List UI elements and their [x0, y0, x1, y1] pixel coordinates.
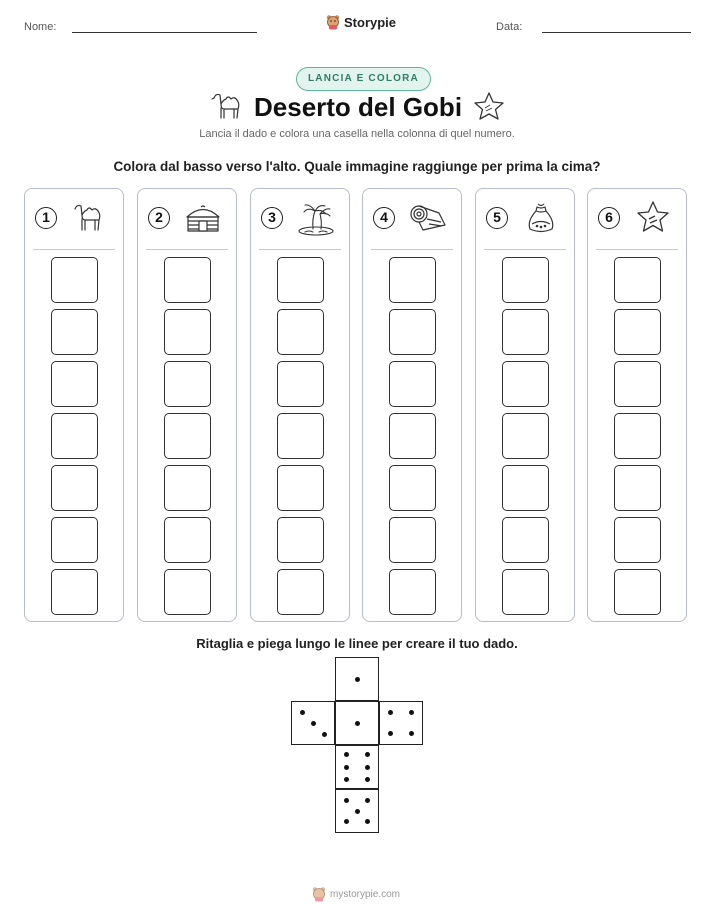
footer — [312, 886, 400, 902]
color-box[interactable] — [277, 413, 324, 459]
color-box[interactable] — [51, 413, 98, 459]
sack-icon — [520, 199, 562, 239]
die-pip — [355, 721, 360, 726]
die-pip — [365, 752, 370, 757]
color-box[interactable] — [164, 257, 211, 303]
oasis-palm-icon — [295, 199, 337, 239]
color-box[interactable] — [614, 465, 661, 511]
color-box[interactable] — [502, 413, 549, 459]
die-pip — [344, 765, 349, 770]
color-box[interactable] — [502, 309, 549, 355]
die-pip — [355, 809, 360, 814]
die-pip — [300, 710, 305, 715]
star-icon — [472, 90, 506, 122]
color-box[interactable] — [614, 257, 661, 303]
column-number: 1 — [35, 207, 57, 229]
instruction: Colora dal basso verso l'alto. Quale immagine raggiunge per prima la cima? — [113, 159, 601, 174]
camel-icon — [69, 199, 111, 239]
color-box[interactable] — [502, 257, 549, 303]
color-box[interactable] — [614, 309, 661, 355]
color-box[interactable] — [164, 517, 211, 563]
camel-icon — [210, 90, 244, 122]
color-box[interactable] — [614, 517, 661, 563]
die-pip — [365, 819, 370, 824]
die-pip — [355, 677, 360, 682]
column-number: 5 — [486, 207, 508, 229]
color-box[interactable] — [389, 517, 436, 563]
die-pip — [344, 752, 349, 757]
color-box[interactable] — [164, 361, 211, 407]
die-pip — [365, 765, 370, 770]
column-3 — [250, 188, 350, 622]
cut-instruction: Ritaglia e piega lungo le linee per creare il tuo dado. — [196, 636, 518, 651]
die-pip — [344, 819, 349, 824]
die-pip — [409, 731, 414, 736]
column-divider — [33, 249, 115, 250]
color-box[interactable] — [51, 361, 98, 407]
color-box[interactable] — [164, 465, 211, 511]
column-2 — [137, 188, 237, 622]
column-1 — [24, 188, 124, 622]
die-pip — [322, 732, 327, 737]
die-face-3 — [291, 701, 335, 745]
date-line[interactable] — [542, 32, 691, 33]
color-box[interactable] — [51, 257, 98, 303]
rolled-carpet-icon — [407, 199, 449, 239]
color-box[interactable] — [502, 569, 549, 615]
color-box[interactable] — [614, 413, 661, 459]
color-box[interactable] — [502, 465, 549, 511]
column-6 — [587, 188, 687, 622]
die-face-1 — [335, 657, 379, 701]
color-box[interactable] — [277, 309, 324, 355]
color-box[interactable] — [389, 257, 436, 303]
color-box[interactable] — [389, 465, 436, 511]
die-pip — [311, 721, 316, 726]
date-label: Data: — [496, 21, 523, 33]
column-divider — [371, 249, 453, 250]
die-pip — [409, 710, 414, 715]
color-box[interactable] — [502, 517, 549, 563]
color-box[interactable] — [164, 413, 211, 459]
die-pip — [365, 777, 370, 782]
column-divider — [596, 249, 678, 250]
color-box[interactable] — [389, 413, 436, 459]
die-pip — [344, 777, 349, 782]
color-box[interactable] — [164, 569, 211, 615]
column-number: 2 — [148, 207, 170, 229]
column-number: 6 — [598, 207, 620, 229]
column-divider — [259, 249, 341, 250]
column-divider — [484, 249, 566, 250]
color-box[interactable] — [164, 309, 211, 355]
storypie-bear-icon — [312, 886, 326, 902]
color-box[interactable] — [277, 257, 324, 303]
color-box[interactable] — [51, 309, 98, 355]
die-pip — [365, 798, 370, 803]
color-box[interactable] — [614, 569, 661, 615]
brand-logo — [326, 14, 396, 30]
activity-badge: LANCIA E COLORA — [296, 67, 431, 91]
color-box[interactable] — [614, 361, 661, 407]
color-box[interactable] — [51, 569, 98, 615]
subtitle: Lancia il dado e colora una casella nella colonna di quel numero. — [199, 128, 515, 140]
column-divider — [146, 249, 228, 250]
color-box[interactable] — [389, 569, 436, 615]
color-box[interactable] — [277, 361, 324, 407]
die-pip — [388, 710, 393, 715]
color-box[interactable] — [51, 465, 98, 511]
die-face-1 — [335, 701, 379, 745]
column-4 — [362, 188, 462, 622]
color-box[interactable] — [277, 517, 324, 563]
footer-url: mystorypie.com — [330, 888, 401, 900]
color-box[interactable] — [389, 361, 436, 407]
die-face-4 — [379, 701, 423, 745]
color-box[interactable] — [389, 309, 436, 355]
color-box[interactable] — [51, 517, 98, 563]
column-number: 4 — [373, 207, 395, 229]
color-box[interactable] — [277, 569, 324, 615]
storypie-bear-icon — [326, 14, 340, 30]
yurt-icon — [182, 199, 224, 239]
name-line[interactable] — [72, 32, 257, 33]
page-title: Deserto del Gobi — [254, 92, 463, 122]
die-pip — [388, 731, 393, 736]
star-icon — [632, 199, 674, 239]
name-label: Nome: — [24, 21, 57, 33]
column-number: 3 — [261, 207, 283, 229]
brand-name: Storypie — [344, 14, 397, 30]
color-box[interactable] — [277, 465, 324, 511]
column-5 — [475, 188, 575, 622]
die-face-5 — [335, 789, 379, 833]
die-pip — [344, 798, 349, 803]
color-box[interactable] — [502, 361, 549, 407]
die-face-6 — [335, 745, 379, 789]
